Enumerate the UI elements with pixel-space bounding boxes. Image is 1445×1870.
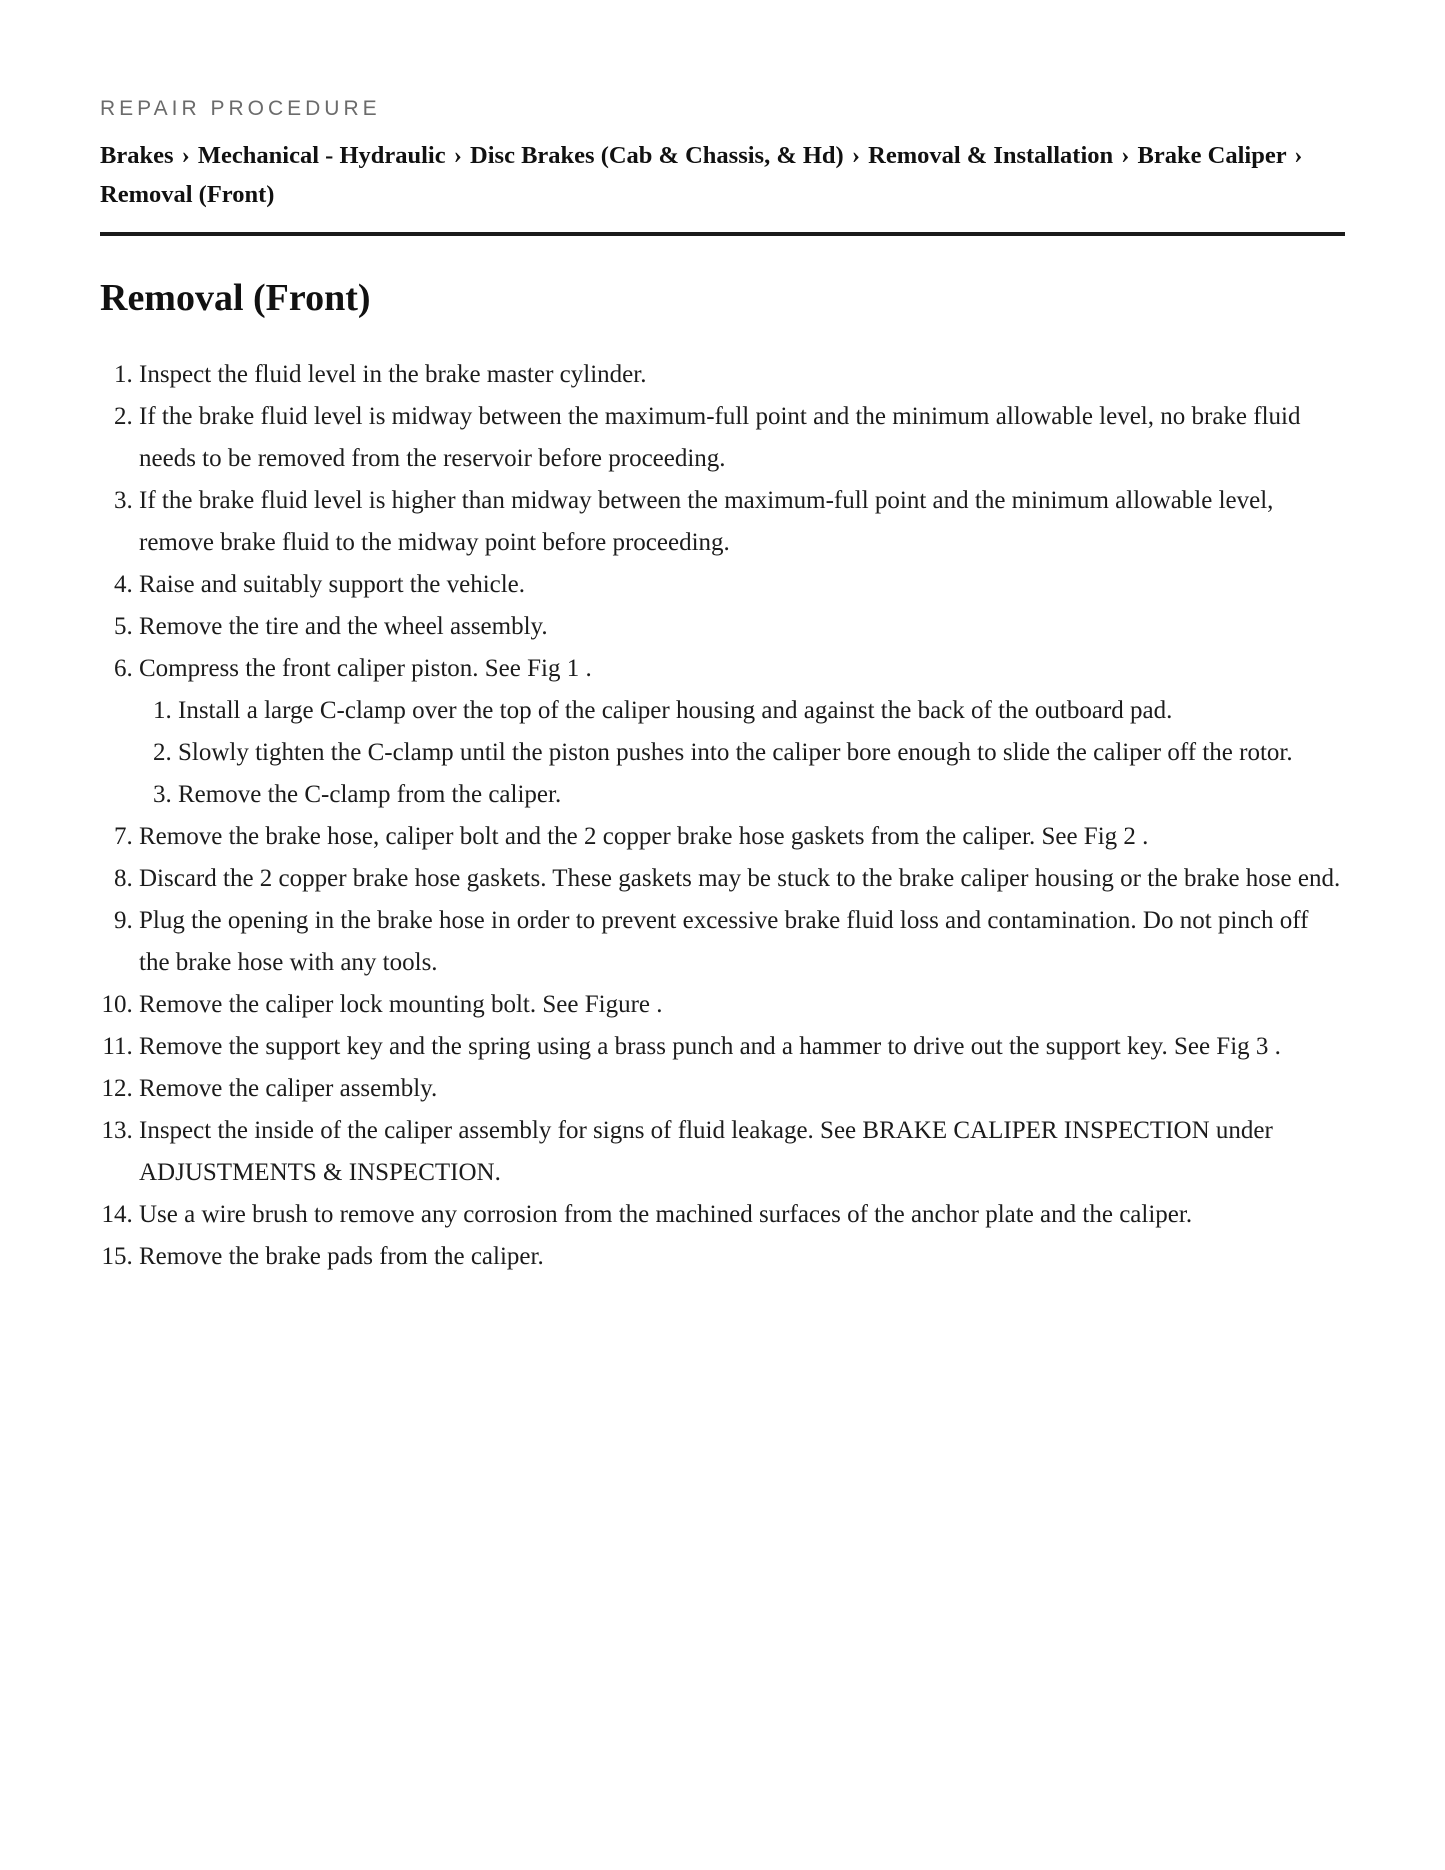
page-title: Removal (Front) — [100, 277, 371, 319]
step-text: Remove the support key and the spring using a brass punch and a hammer to drive out the support key. See Fig 3 . — [139, 1033, 1281, 1060]
substeps-list — [139, 690, 1345, 816]
step-text: Inspect the fluid level in the brake master cylinder. — [139, 361, 647, 388]
breadcrumb-separator: › — [453, 142, 462, 169]
step-text: Remove the brake hose, caliper bolt and the 2 copper brake hose gaskets from the caliper. See Fig 2 . — [139, 823, 1149, 850]
step-text: Remove the tire and the wheel assembly. — [139, 613, 548, 640]
step-text: Inspect the inside of the caliper assembly for signs of fluid leakage. See BRAKE CALIPER INSPECTION under ADJUSTMENTS & INSPECTION. — [139, 1117, 1273, 1186]
breadcrumb-item: Removal & Installation — [868, 142, 1114, 169]
breadcrumb-separator: › — [181, 142, 190, 169]
document-page — [100, 0, 1345, 1278]
breadcrumb-separator: › — [851, 142, 860, 169]
step-item — [139, 1110, 1345, 1194]
substep-text: Remove the C-clamp from the caliper. — [178, 781, 562, 808]
substep-item — [178, 774, 1345, 816]
step-item — [139, 1068, 1345, 1110]
breadcrumb — [100, 136, 1350, 214]
step-item — [139, 564, 1345, 606]
step-item — [139, 1194, 1345, 1236]
step-item — [139, 1026, 1345, 1068]
step-text: Raise and suitably support the vehicle. — [139, 571, 526, 598]
step-item — [139, 900, 1345, 984]
breadcrumb-item: Brake Caliper — [1137, 142, 1287, 169]
step-text: Use a wire brush to remove any corrosion from the machined surfaces of the anchor plate and the caliper. — [139, 1201, 1193, 1228]
step-item — [139, 816, 1345, 858]
breadcrumb-separator: › — [1121, 142, 1130, 169]
step-item — [139, 480, 1345, 564]
step-item — [139, 858, 1345, 900]
breadcrumb-separator: › — [1294, 142, 1303, 169]
step-text: Compress the front caliper piston. See Fig 1 . — [139, 655, 592, 682]
substep-text: Install a large C-clamp over the top of the caliper housing and against the back of the outboard pad. — [178, 697, 1173, 724]
substep-item — [178, 690, 1345, 732]
step-text: Remove the caliper assembly. — [139, 1075, 438, 1102]
step-item — [139, 354, 1345, 396]
step-item — [139, 648, 1345, 816]
step-item — [139, 396, 1345, 480]
section-eyebrow: REPAIR PROCEDURE — [100, 97, 381, 120]
breadcrumb-item: Brakes — [100, 142, 174, 169]
step-text: Plug the opening in the brake hose in order to prevent excessive brake fluid loss and contamination. Do not pinch off the brake hose with any tools. — [139, 907, 1309, 976]
step-item — [139, 984, 1345, 1026]
step-item — [139, 606, 1345, 648]
breadcrumb-item: Mechanical - Hydraulic — [197, 142, 446, 169]
breadcrumb-item-current: Removal (Front) — [100, 181, 275, 208]
step-item — [139, 1236, 1345, 1278]
substep-text: Slowly tighten the C-clamp until the piston pushes into the caliper bore enough to slide the caliper off the rotor. — [178, 739, 1293, 766]
procedure-steps — [100, 354, 1345, 1278]
step-text: If the brake fluid level is midway between the maximum-full point and the minimum allowable level, no brake fluid needs to be removed from the reservoir before proceeding. — [139, 403, 1301, 472]
header-divider — [100, 232, 1345, 236]
step-text: If the brake fluid level is higher than midway between the maximum-full point and the minimum allowable level, remove brake fluid to the midway point before proceeding. — [139, 487, 1274, 556]
step-text: Remove the brake pads from the caliper. — [139, 1243, 544, 1270]
breadcrumb-item: Disc Brakes (Cab & Chassis, & Hd) — [470, 142, 844, 169]
step-text: Remove the caliper lock mounting bolt. See Figure . — [139, 991, 663, 1018]
substep-item — [178, 732, 1345, 774]
step-text: Discard the 2 copper brake hose gaskets. These gaskets may be stuck to the brake caliper housing or the brake hose end. — [139, 865, 1341, 892]
